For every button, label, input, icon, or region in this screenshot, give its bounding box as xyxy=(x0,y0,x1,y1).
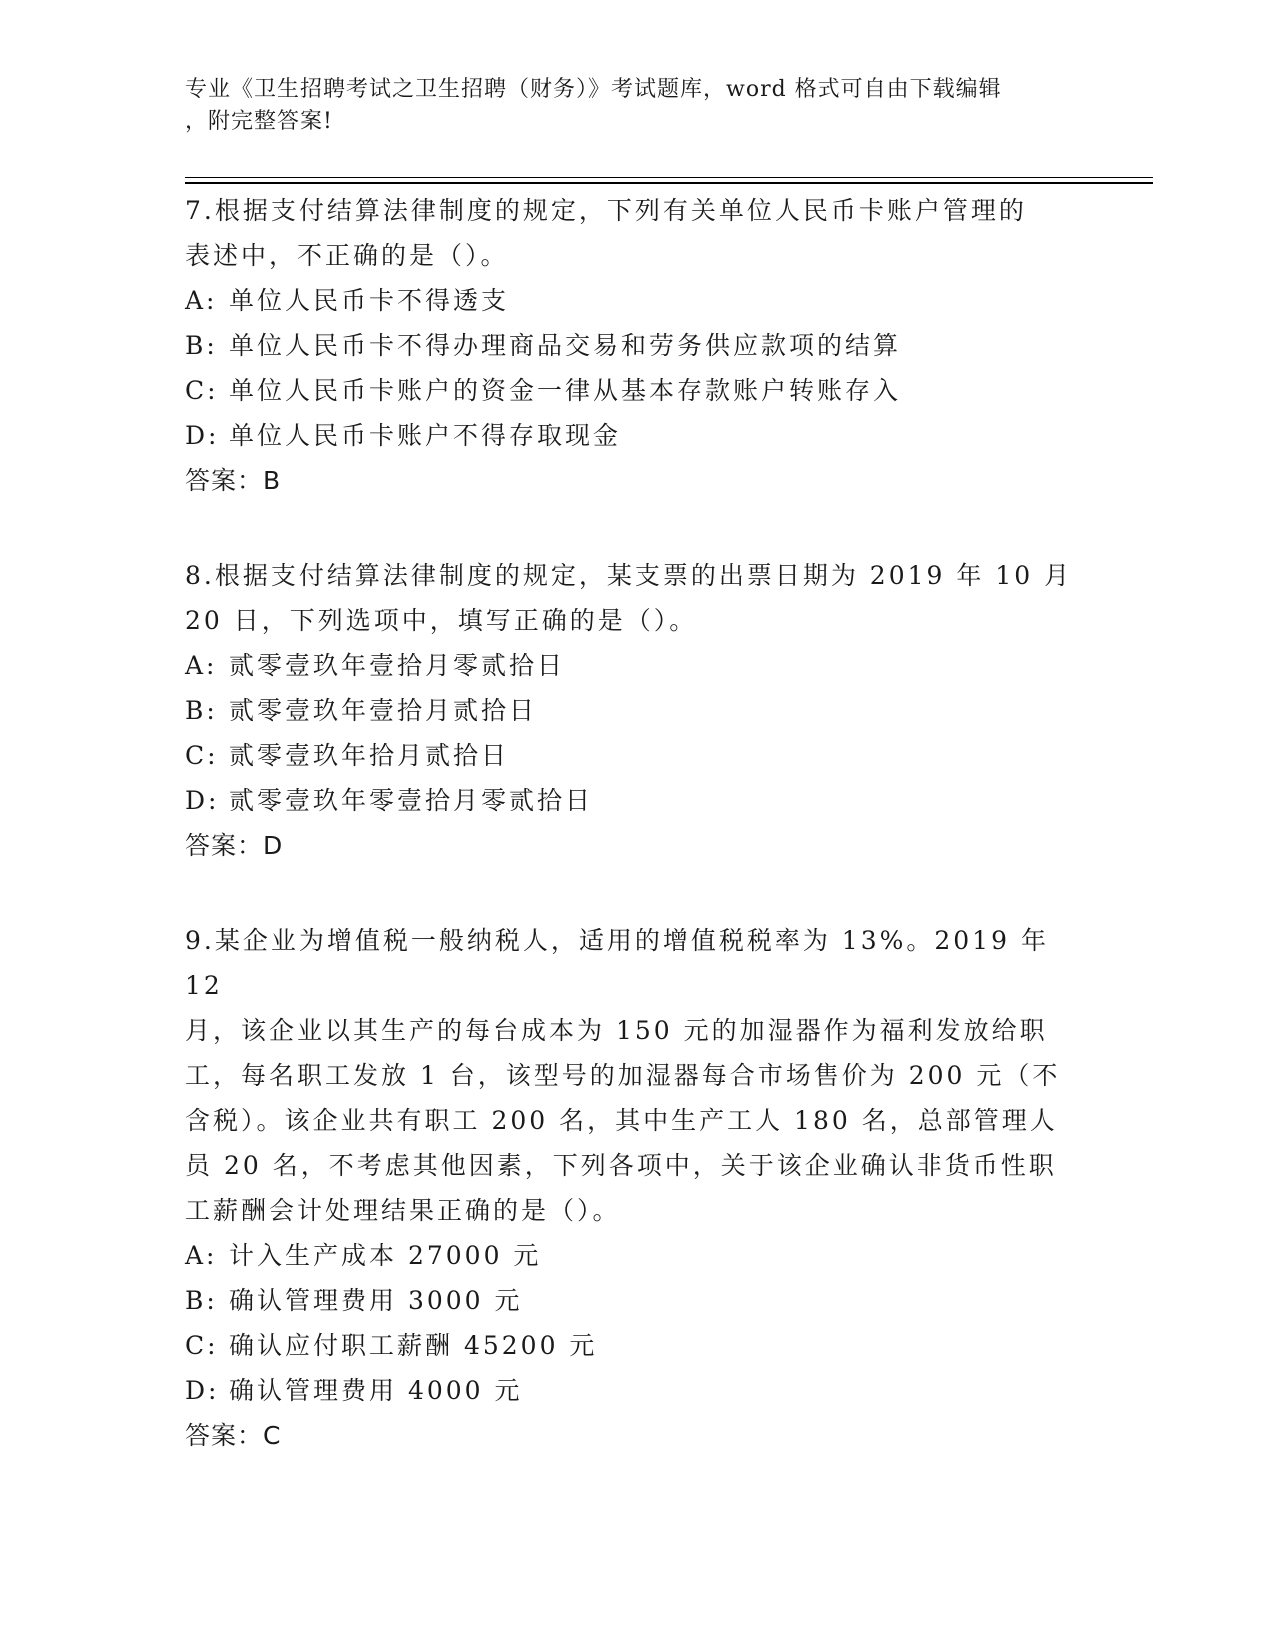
option-text: 单位人民币卡不得透支 xyxy=(229,286,510,315)
header-divider-thick xyxy=(185,182,1153,184)
question-7 xyxy=(185,188,1085,503)
question-stem-line: 工，每名职工发放 1 台，该型号的加湿器每合市场售价为 200 元（不 xyxy=(185,1061,1061,1090)
header-divider-thin xyxy=(185,177,1153,178)
option-letter: D: xyxy=(185,786,220,815)
option-text: 确认管理费用 4000 元 xyxy=(229,1376,523,1405)
question-stem-line: 含税）。该企业共有职工 200 名，其中生产工人 180 名，总部管理人 xyxy=(185,1106,1058,1135)
question-stem-line: 月，该企业以其生产的每台成本为 150 元的加湿器作为福利发放给职 xyxy=(185,1016,1048,1045)
option-b xyxy=(185,1278,1085,1323)
option-letter: B: xyxy=(185,331,218,360)
option-letter: A: xyxy=(185,286,218,315)
option-d xyxy=(185,778,1085,823)
option-b xyxy=(185,688,1085,733)
question-stem-line: 8.根据支付结算法律制度的规定，某支票的出票日期为 2019 年 10 月 xyxy=(185,561,1073,590)
option-d xyxy=(185,1368,1085,1413)
answer-line: 答案：C xyxy=(185,1421,282,1450)
option-letter: A: xyxy=(185,651,218,680)
option-a xyxy=(185,278,1085,323)
header-line-1: 专业《卫生招聘考试之卫生招聘（财务）》考试题库，word 格式可自由下载编辑 xyxy=(185,77,1002,102)
option-letter: B: xyxy=(185,1286,218,1315)
option-letter: A: xyxy=(185,1241,218,1270)
option-c xyxy=(185,733,1085,778)
option-a xyxy=(185,643,1085,688)
option-text: 贰零壹玖年壹拾月贰拾日 xyxy=(229,696,538,725)
option-text: 单位人民币卡账户不得存取现金 xyxy=(229,421,622,450)
question-stem-line: 员 20 名，不考虑其他因素，下列各项中，关于该企业确认非货币性职 xyxy=(185,1151,1057,1180)
option-d xyxy=(185,413,1085,458)
option-c xyxy=(185,1323,1085,1368)
option-b xyxy=(185,323,1085,368)
question-stem-line: 7.根据支付结算法律制度的规定，下列有关单位人民币卡账户管理的 xyxy=(185,196,1027,225)
option-letter: C: xyxy=(185,1331,219,1360)
question-9 xyxy=(185,918,1085,1458)
question-stem-line: 工薪酬会计处理结果正确的是（）。 xyxy=(185,1196,621,1225)
question-stem-line: 20 日，下列选项中，填写正确的是（）。 xyxy=(185,606,698,635)
question-8 xyxy=(185,553,1085,868)
option-c xyxy=(185,368,1085,413)
header-line-2: ，附完整答案! xyxy=(185,109,333,134)
option-letter: C: xyxy=(185,376,219,405)
option-text: 确认管理费用 3000 元 xyxy=(229,1286,523,1315)
option-text: 贰零壹玖年拾月贰拾日 xyxy=(229,741,510,770)
option-text: 贰零壹玖年零壹拾月零贰拾日 xyxy=(229,786,594,815)
option-letter: D: xyxy=(185,1376,220,1405)
document-header xyxy=(185,74,1065,138)
question-stem-line: 表述中，不正确的是（）。 xyxy=(185,241,509,270)
answer-line: 答案：D xyxy=(185,831,284,860)
option-text: 计入生产成本 27000 元 xyxy=(229,1241,542,1270)
option-text: 单位人民币卡不得办理商品交易和劳务供应款项的结算 xyxy=(229,331,902,360)
question-stem-line: 9.某企业为增值税一般纳税人，适用的增值税税率为 13%。2019 年 12 xyxy=(185,926,1049,1000)
option-letter: C: xyxy=(185,741,219,770)
option-letter: D: xyxy=(185,421,220,450)
option-text: 单位人民币卡账户的资金一律从基本存款账户转账存入 xyxy=(229,376,902,405)
option-text: 确认应付职工薪酬 45200 元 xyxy=(229,1331,598,1360)
answer-line: 答案：B xyxy=(185,466,282,495)
option-text: 贰零壹玖年壹拾月零贰拾日 xyxy=(229,651,566,680)
option-letter: B: xyxy=(185,696,218,725)
option-a xyxy=(185,1233,1085,1278)
